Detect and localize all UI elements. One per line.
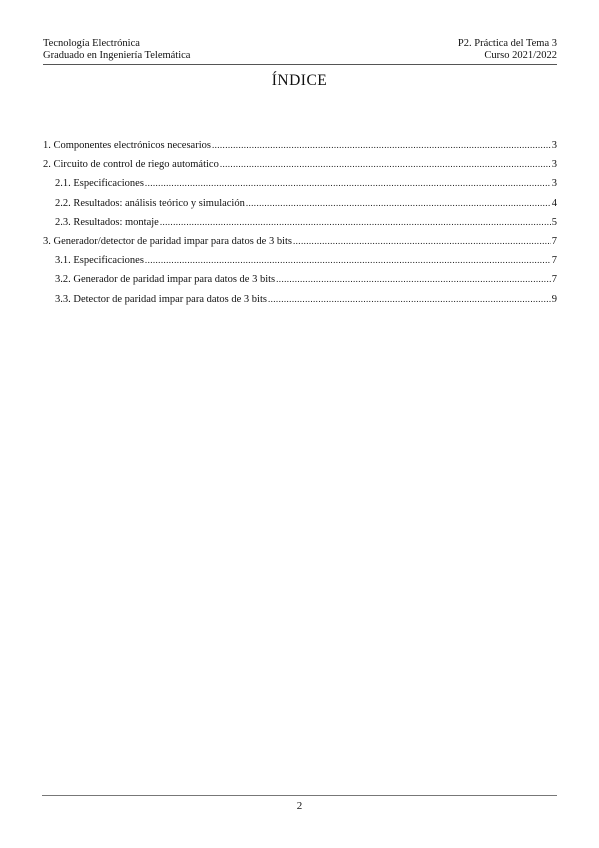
toc-subentry[interactable]: [43, 178, 557, 197]
toc-subentry[interactable]: [43, 255, 557, 274]
toc-subentry[interactable]: [43, 274, 557, 293]
toc-entry-page: 7: [551, 255, 557, 267]
toc-leader-dots: [293, 236, 551, 246]
toc-entry[interactable]: [43, 236, 557, 255]
toc-entry-label: 2.2. Resultados: análisis teórico y simulación: [55, 197, 245, 209]
toc-entry-page: 7: [551, 274, 557, 286]
toc-entry-label: 3. Generador/detector de paridad impar para datos de 3 bits: [43, 235, 292, 247]
header-course-info: [43, 38, 190, 62]
toc-entry-page: 5: [551, 216, 557, 228]
toc-leader-dots: [160, 217, 551, 227]
toc-entry-label: 2.3. Resultados: montaje: [55, 216, 159, 228]
toc-leader-dots: [276, 274, 551, 284]
table-of-contents: [43, 140, 557, 313]
toc-leader-dots: [145, 255, 551, 265]
toc-leader-dots: [220, 159, 551, 169]
header-year: Curso 2021/2022: [484, 50, 557, 61]
toc-entry-page: 3: [551, 140, 557, 151]
toc-entry-page: 3: [551, 159, 557, 171]
header-practice-info: [458, 38, 557, 62]
footer-divider: [42, 795, 557, 796]
toc-entry-page: 4: [551, 197, 557, 209]
toc-entry-page: 9: [551, 293, 557, 305]
page-title: ÍNDICE: [271, 72, 328, 89]
toc-entry-page: 3: [551, 178, 557, 190]
toc-subentry[interactable]: [43, 217, 557, 236]
toc-subentry[interactable]: [43, 198, 557, 217]
header-degree: Graduado en Ingeniería Telemática: [43, 50, 191, 61]
toc-leader-dots: [246, 198, 551, 208]
header-subject: Tecnología Electrónica: [43, 38, 140, 49]
toc-entry-label: 1. Componentes electrónicos necesarios: [43, 140, 211, 151]
toc-entry-label: 3.2. Generador de paridad impar para datos de 3 bits: [55, 274, 276, 286]
page-header: [43, 38, 557, 65]
toc-entry-label: 2. Circuito de control de riego automático: [43, 159, 219, 171]
toc-leader-dots: [145, 178, 551, 188]
toc-leader-dots: [268, 294, 551, 304]
toc-entry[interactable]: [43, 140, 557, 159]
toc-entry-label: 3.1. Especificaciones: [55, 255, 144, 267]
toc-entry-page: 7: [551, 235, 557, 247]
page-number: 2: [296, 800, 303, 812]
toc-entry[interactable]: [43, 159, 557, 178]
toc-entry-label: 2.1. Especificaciones: [55, 178, 144, 190]
toc-leader-dots: [212, 140, 551, 150]
toc-subentry[interactable]: [43, 294, 557, 313]
header-practice: P2. Práctica del Tema 3: [457, 38, 557, 49]
toc-entry-label: 3.3. Detector de paridad impar para datos de 3 bits: [55, 293, 267, 305]
